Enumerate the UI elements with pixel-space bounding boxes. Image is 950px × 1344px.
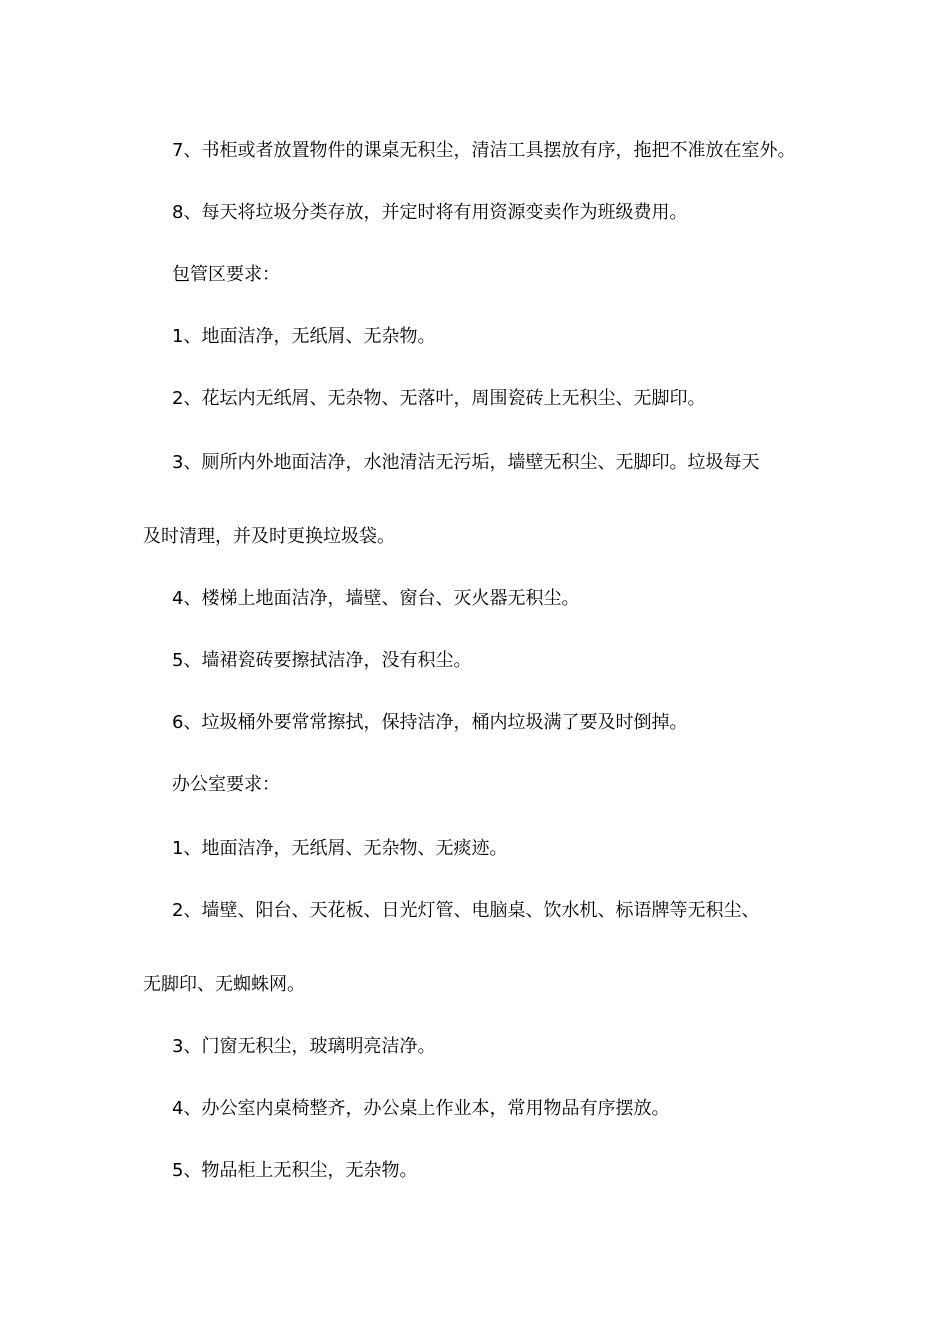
paragraph-garbage-sorting-rule: 8、每天将垃圾分类存放，并定时将有用资源变卖作为班级费用。 [172,202,688,223]
paragraph-office-rule-5: 5、物品柜上无积尘，无杂物。 [172,1160,418,1181]
paragraph-area-rule-4: 4、楼梯上地面洁净，墙壁、窗台、灭火器无积尘。 [172,588,580,609]
paragraph-office-rule-3: 3、门窗无积尘，玻璃明亮洁净。 [172,1036,436,1057]
paragraph-area-rule-1: 1、地面洁净，无纸屑、无杂物。 [172,326,436,347]
paragraph-area-rule-6: 6、垃圾桶外要常常擦拭，保持洁净，桶内垃圾满了要及时倒掉。 [172,712,688,733]
paragraph-area-rule-2: 2、花坛内无纸屑、无杂物、无落叶，周围瓷砖上无积尘、无脚印。 [172,388,706,409]
paragraph-office-rule-2-cont: 无脚印、无蜘蛛网。 [143,974,305,995]
paragraph-office-rule-2: 2、墙壁、阳台、天花板、日光灯管、电脑桌、饮水机、标语牌等无积尘、 [172,900,760,921]
section-heading-office: 办公室要求： [172,774,280,795]
paragraph-office-rule-4: 4、办公室内桌椅整齐，办公桌上作业本，常用物品有序摆放。 [172,1098,670,1119]
paragraph-area-rule-3-cont: 及时清理，并及时更换垃圾袋。 [143,526,395,547]
paragraph-cabinet-rule: 7、书柜或者放置物件的课桌无积尘，清洁工具摆放有序，拖把不准放在室外。 [172,140,796,161]
paragraph-area-rule-3: 3、厕所内外地面洁净，水池清洁无污垢，墙壁无积尘、无脚印。垃圾每天 [172,452,760,473]
paragraph-area-rule-5: 5、墙裙瓷砖要擦拭洁净，没有积尘。 [172,650,472,671]
section-heading-area: 包管区要求： [172,264,280,285]
paragraph-office-rule-1: 1、地面洁净，无纸屑、无杂物、无痰迹。 [172,838,508,859]
